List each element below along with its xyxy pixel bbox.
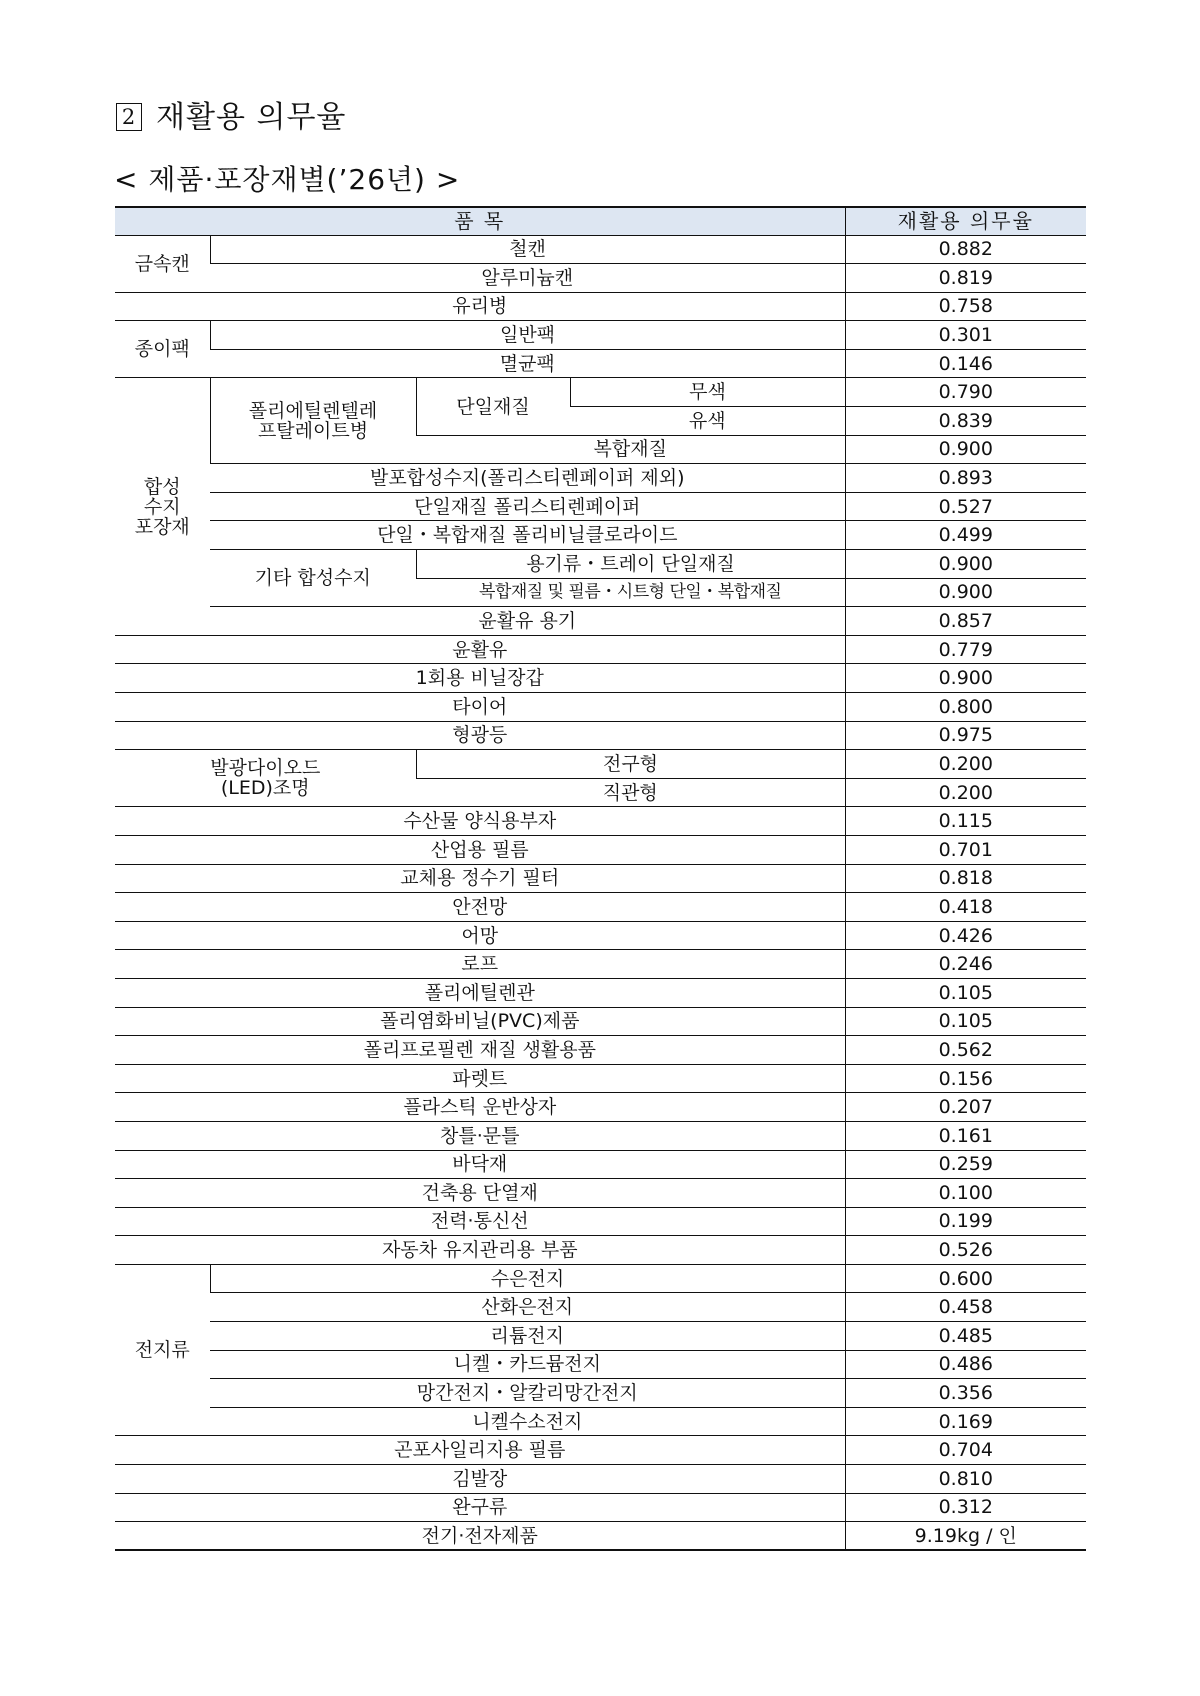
item-rate: 0.312 (845, 1493, 1086, 1522)
table-row (115, 1179, 1086, 1208)
table-row (115, 1522, 1086, 1551)
header-item: 품 목 (115, 207, 845, 235)
item-rate: 0.156 (845, 1064, 1086, 1093)
table-row (115, 1436, 1086, 1465)
item-rate: 0.246 (845, 950, 1086, 979)
item-rate: 0.499 (845, 521, 1086, 550)
table-row (115, 1007, 1086, 1036)
item-rate: 0.701 (845, 835, 1086, 864)
item-name: 교체용 정수기 필터 (115, 864, 845, 893)
item-rate: 0.259 (845, 1150, 1086, 1179)
item-rate: 0.526 (845, 1236, 1086, 1265)
group-label-line: (LED)조명 (220, 777, 310, 800)
table-row (115, 1150, 1086, 1179)
item-name: 니켈수소전지 (210, 1407, 845, 1436)
item-name: 1회용 비닐장갑 (115, 664, 845, 693)
item-name: 파렛트 (115, 1064, 845, 1093)
item-rate: 0.900 (845, 550, 1086, 579)
item-rate: 0.458 (845, 1293, 1086, 1322)
item-name: 폴리에틸렌관 (115, 978, 845, 1007)
table-row (115, 1064, 1086, 1093)
table-row (115, 750, 1086, 779)
item-rate: 0.115 (845, 807, 1086, 836)
item-name: 단일재질 폴리스티렌페이퍼 (210, 492, 845, 521)
table-row (115, 721, 1086, 750)
item-name: 윤활유 (115, 635, 845, 664)
item-rate: 0.818 (845, 864, 1086, 893)
item-rate: 0.800 (845, 693, 1086, 722)
item-rate: 0.105 (845, 978, 1086, 1007)
group-label-line: 발광다이오드 (210, 757, 321, 780)
item-rate: 0.199 (845, 1207, 1086, 1236)
item-name: 윤활유 용기 (210, 607, 845, 636)
item-name: 폴리염화비닐(PVC)제품 (115, 1007, 845, 1036)
table-row (115, 1350, 1086, 1379)
item-name: 철캔 (210, 235, 845, 264)
item-name: 산업용 필름 (115, 835, 845, 864)
item-rate: 0.882 (845, 235, 1086, 264)
table-row (115, 292, 1086, 321)
item-rate: 0.527 (845, 492, 1086, 521)
item-rate: 0.146 (845, 349, 1086, 378)
subgroup-label-single-material: 단일재질 (416, 378, 570, 435)
table-row (115, 1264, 1086, 1293)
table-row (115, 664, 1086, 693)
table-row (115, 893, 1086, 922)
item-rate: 0.779 (845, 635, 1086, 664)
table-row (115, 1379, 1086, 1408)
item-rate: 0.810 (845, 1465, 1086, 1494)
group-label-battery: 전지류 (115, 1264, 210, 1436)
group-label-synthetic-resin (115, 378, 210, 635)
subgroup-label-line: 폴리에틸렌텔레 (248, 399, 378, 422)
item-rate: 0.900 (845, 435, 1086, 464)
section-title: 재활용 의무율 (156, 100, 347, 135)
item-name: 안전망 (115, 893, 845, 922)
item-rate: 0.839 (845, 407, 1086, 436)
subgroup-label-pet (210, 378, 416, 464)
item-rate: 0.600 (845, 1264, 1086, 1293)
table-row (115, 693, 1086, 722)
subgroup-label-other-resin: 기타 합성수지 (210, 550, 416, 607)
item-name: 리튬전지 (210, 1322, 845, 1351)
item-name: 복합재질 (416, 435, 845, 464)
item-rate: 0.169 (845, 1407, 1086, 1436)
item-name: 산화은전지 (210, 1293, 845, 1322)
item-rate: 0.790 (845, 378, 1086, 407)
item-rate: 0.207 (845, 1093, 1086, 1122)
item-rate: 9.19kg / 인 (845, 1522, 1086, 1551)
table-row (115, 807, 1086, 836)
table-row (115, 1093, 1086, 1122)
table-row (115, 1236, 1086, 1265)
item-name: 완구류 (115, 1493, 845, 1522)
item-rate: 0.105 (845, 1007, 1086, 1036)
table-row (115, 349, 1086, 378)
item-name: 유색 (570, 407, 845, 436)
item-name: 전구형 (416, 750, 845, 779)
item-name: 무색 (570, 378, 845, 407)
item-name: 멸균팩 (210, 349, 845, 378)
table-row (115, 1036, 1086, 1065)
table-row (115, 1121, 1086, 1150)
group-label-line: 포장재 (134, 515, 190, 538)
table-row (115, 264, 1086, 293)
table-row (115, 978, 1086, 1007)
table-row (115, 607, 1086, 636)
item-rate: 0.356 (845, 1379, 1086, 1408)
group-label-line: 합성 (143, 475, 181, 498)
table-row (115, 521, 1086, 550)
item-name: 전력·통신선 (115, 1207, 845, 1236)
table-row (115, 378, 1086, 407)
recycling-rate-table (115, 206, 1086, 1551)
item-name: 용기류・트레이 단일재질 (416, 550, 845, 579)
item-name: 일반팩 (210, 321, 845, 350)
item-name: 건축용 단열재 (115, 1179, 845, 1208)
item-name: 형광등 (115, 721, 845, 750)
item-rate: 0.200 (845, 750, 1086, 779)
item-name: 유리병 (115, 292, 845, 321)
group-label-line: 수지 (143, 495, 181, 518)
table-row (115, 635, 1086, 664)
item-name: 로프 (115, 950, 845, 979)
item-rate: 0.100 (845, 1179, 1086, 1208)
item-name: 창틀·문틀 (115, 1121, 845, 1150)
item-name: 단일・복합재질 폴리비닐클로라이드 (210, 521, 845, 550)
item-name: 전기·전자제품 (115, 1522, 845, 1551)
item-rate: 0.900 (845, 578, 1086, 607)
item-rate: 0.819 (845, 264, 1086, 293)
item-rate: 0.486 (845, 1350, 1086, 1379)
item-rate: 0.900 (845, 664, 1086, 693)
item-name: 곤포사일리지용 필름 (115, 1436, 845, 1465)
table-row (115, 1322, 1086, 1351)
table-row (115, 464, 1086, 493)
item-rate: 0.758 (845, 292, 1086, 321)
subgroup-label-line: 프탈레이트병 (257, 419, 369, 442)
item-rate: 0.200 (845, 778, 1086, 807)
item-name: 김발장 (115, 1465, 845, 1494)
item-name: 폴리프로필렌 재질 생활용품 (115, 1036, 845, 1065)
table-row (115, 835, 1086, 864)
item-name: 수산물 양식용부자 (115, 807, 845, 836)
table-caption: < 제품·포장재별(’26년) > (114, 163, 461, 196)
item-rate: 0.418 (845, 893, 1086, 922)
group-label-led-lighting (115, 750, 416, 807)
item-rate: 0.893 (845, 464, 1086, 493)
item-rate: 0.857 (845, 607, 1086, 636)
table-row (115, 1207, 1086, 1236)
section-number-box: 2 (116, 103, 142, 131)
item-rate: 0.161 (845, 1121, 1086, 1150)
item-rate: 0.485 (845, 1322, 1086, 1351)
item-rate: 0.562 (845, 1036, 1086, 1065)
header-rate: 재활용 의무율 (845, 207, 1086, 235)
table-row (115, 864, 1086, 893)
item-name: 복합재질 및 필름・시트형 단일・복합재질 (416, 578, 845, 607)
item-name: 바닥재 (115, 1150, 845, 1179)
item-name: 타이어 (115, 693, 845, 722)
item-name: 자동차 유지관리용 부품 (115, 1236, 845, 1265)
group-label-metal-can: 금속캔 (115, 235, 210, 292)
table-row (115, 1493, 1086, 1522)
item-name: 니켈・카드뮴전지 (210, 1350, 845, 1379)
table-row (115, 235, 1086, 264)
item-name: 발포합성수지(폴리스티렌페이퍼 제외) (210, 464, 845, 493)
table-row (115, 321, 1086, 350)
table-row (115, 1293, 1086, 1322)
item-name: 알루미늄캔 (210, 264, 845, 293)
table-row (115, 1465, 1086, 1494)
item-name: 망간전지・알칼리망간전지 (210, 1379, 845, 1408)
table-header-row (115, 207, 1086, 235)
item-rate: 0.301 (845, 321, 1086, 350)
item-name: 직관형 (416, 778, 845, 807)
table-row (115, 492, 1086, 521)
item-name: 플라스틱 운반상자 (115, 1093, 845, 1122)
item-name: 어망 (115, 921, 845, 950)
section-heading (116, 92, 346, 136)
group-label-paper-pack: 종이팩 (115, 321, 210, 378)
item-rate: 0.426 (845, 921, 1086, 950)
table-row (115, 950, 1086, 979)
item-name: 수은전지 (210, 1264, 845, 1293)
table-row (115, 550, 1086, 579)
table-row (115, 921, 1086, 950)
table-row (115, 1407, 1086, 1436)
item-rate: 0.975 (845, 721, 1086, 750)
item-rate: 0.704 (845, 1436, 1086, 1465)
